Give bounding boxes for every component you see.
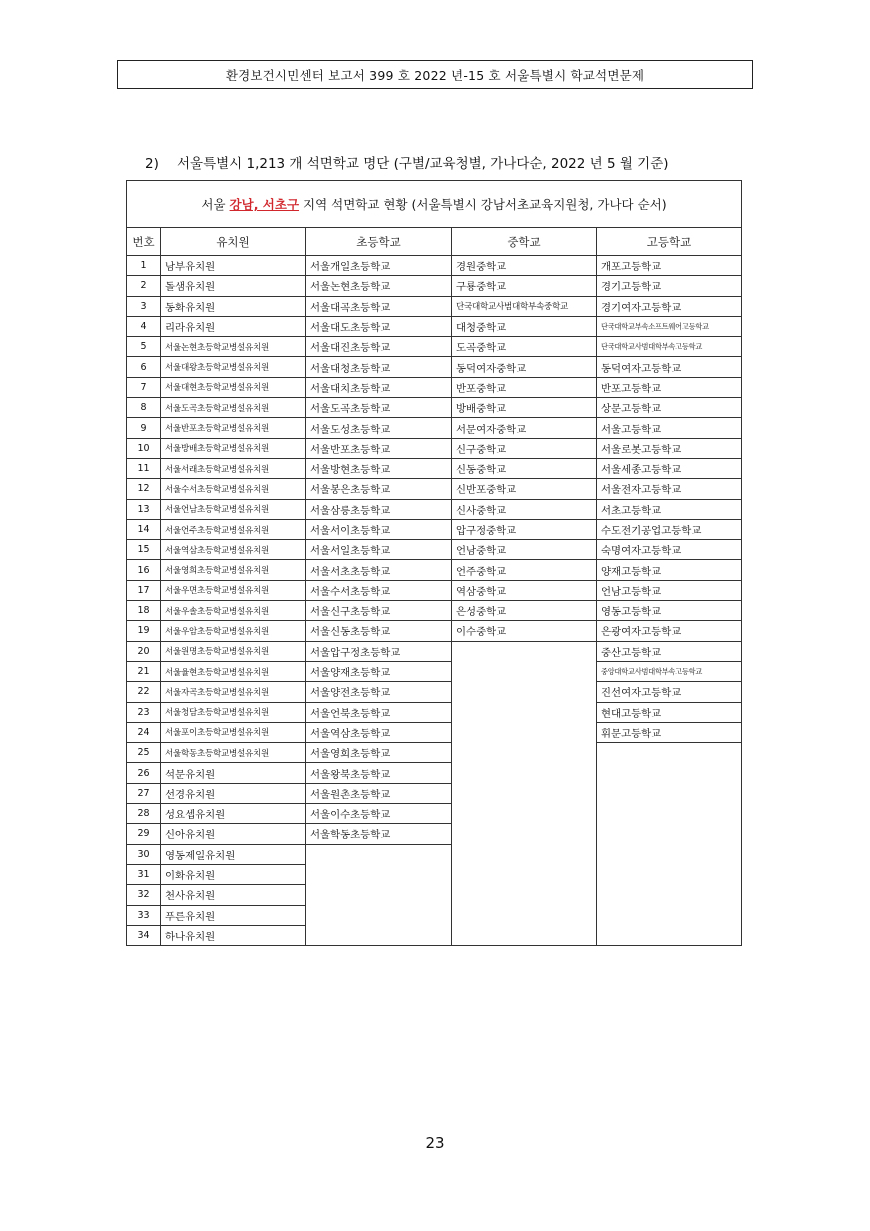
cell-elementary: 서울논현초등학교: [306, 276, 452, 296]
cell-elementary: 서울역삼초등학교: [306, 722, 452, 742]
row-number: 1: [127, 256, 161, 276]
row-number: 23: [127, 702, 161, 722]
cell-elementary: 서울양전초등학교: [306, 682, 452, 702]
cell-high: 은광여자고등학교: [597, 621, 742, 641]
table-row: [127, 621, 742, 641]
table-body: [127, 256, 742, 946]
cell-high: 서울고등학교: [597, 418, 742, 438]
cell-middle: 도곡중학교: [452, 337, 597, 357]
table-row: [127, 580, 742, 600]
header-kindergarten: 유치원: [161, 228, 306, 256]
report-header-text: 환경보건시민센터 보고서 399 호 2022 년-15 호 서울특별시 학교석면문제: [225, 67, 645, 83]
empty-cell-elementary: [306, 844, 452, 945]
cell-high: 서초고등학교: [597, 499, 742, 519]
table-row: [127, 458, 742, 478]
cell-high: 언남고등학교: [597, 580, 742, 600]
header-no: 번호: [127, 228, 161, 256]
cell-elementary: 서울대곡초등학교: [306, 296, 452, 316]
section-title-text: 서울특별시 1,213 개 석면학교 명단 (구별/교육청별, 가나다순, 2022 년 5 월 기준): [177, 156, 669, 172]
cell-middle: 반포중학교: [452, 377, 597, 397]
table-row: [127, 560, 742, 580]
cell-kindergarten: 서울원명초등학교병설유치원: [161, 641, 306, 661]
row-number: 27: [127, 783, 161, 803]
table-row: [127, 519, 742, 539]
table-row: [127, 682, 742, 702]
table-row: [127, 641, 742, 661]
row-number: 11: [127, 458, 161, 478]
cell-kindergarten: 석문유치원: [161, 763, 306, 783]
cell-kindergarten: 서울언남초등학교병설유치원: [161, 499, 306, 519]
cell-kindergarten: 서울도곡초등학교병설유치원: [161, 398, 306, 418]
cell-middle: 언주중학교: [452, 560, 597, 580]
cell-elementary: 서울언북초등학교: [306, 702, 452, 722]
cell-elementary: 서울봉은초등학교: [306, 479, 452, 499]
cell-kindergarten: 하나유치원: [161, 925, 306, 945]
row-number: 32: [127, 885, 161, 905]
cell-kindergarten: 서울대현초등학교병설유치원: [161, 377, 306, 397]
cell-kindergarten: 서울자곡초등학교병설유치원: [161, 682, 306, 702]
cell-kindergarten: 서울포이초등학교병설유치원: [161, 722, 306, 742]
row-number: 33: [127, 905, 161, 925]
cell-elementary: 서울양재초등학교: [306, 661, 452, 681]
cell-kindergarten: 신아유치원: [161, 824, 306, 844]
row-number: 20: [127, 641, 161, 661]
row-number: 5: [127, 337, 161, 357]
cell-kindergarten: 이화유치원: [161, 864, 306, 884]
cell-kindergarten: 푸른유치원: [161, 905, 306, 925]
cell-elementary: 서울영희초등학교: [306, 743, 452, 763]
row-number: 12: [127, 479, 161, 499]
cell-kindergarten: 서울학동초등학교병설유치원: [161, 743, 306, 763]
header-middle: 중학교: [452, 228, 597, 256]
cell-middle: 동덕여자중학교: [452, 357, 597, 377]
row-number: 19: [127, 621, 161, 641]
cell-middle: 서문여자중학교: [452, 418, 597, 438]
cell-elementary: 서울도성초등학교: [306, 418, 452, 438]
cell-elementary: 서울서초초등학교: [306, 560, 452, 580]
cell-high: 상문고등학교: [597, 398, 742, 418]
table-row: [127, 661, 742, 681]
row-number: 4: [127, 316, 161, 336]
cell-middle: 은성중학교: [452, 601, 597, 621]
cell-kindergarten: 서울우암초등학교병설유치원: [161, 621, 306, 641]
row-number: 17: [127, 580, 161, 600]
cell-elementary: 서울대도초등학교: [306, 316, 452, 336]
table-row: [127, 418, 742, 438]
cell-high: 현대고등학교: [597, 702, 742, 722]
table-header-row: [127, 228, 742, 256]
cell-middle: 이수중학교: [452, 621, 597, 641]
cell-high: 경기고등학교: [597, 276, 742, 296]
table-row: [127, 377, 742, 397]
row-number: 30: [127, 844, 161, 864]
caption-post: 지역 석면학교 현황 (서울특별시 강남서초교육지원청, 가나다 순서): [299, 197, 667, 212]
cell-elementary: 서울개일초등학교: [306, 256, 452, 276]
table-row: [127, 743, 742, 763]
cell-middle: 신동중학교: [452, 458, 597, 478]
cell-high: 단국대학교부속소프트웨어고등학교: [597, 316, 742, 336]
cell-middle: 대청중학교: [452, 316, 597, 336]
table-row: [127, 316, 742, 336]
cell-kindergarten: 서울언주초등학교병설유치원: [161, 519, 306, 539]
cell-high: 중산고등학교: [597, 641, 742, 661]
cell-kindergarten: 서울논현초등학교병설유치원: [161, 337, 306, 357]
row-number: 31: [127, 864, 161, 884]
cell-kindergarten: 리라유치원: [161, 316, 306, 336]
cell-kindergarten: 천사유치원: [161, 885, 306, 905]
cell-high: 숙명여자고등학교: [597, 540, 742, 560]
table-row: [127, 722, 742, 742]
cell-elementary: 서울왕북초등학교: [306, 763, 452, 783]
cell-elementary: 서울압구정초등학교: [306, 641, 452, 661]
cell-elementary: 서울신동초등학교: [306, 621, 452, 641]
row-number: 10: [127, 438, 161, 458]
cell-elementary: 서울신구초등학교: [306, 601, 452, 621]
cell-elementary: 서울학동초등학교: [306, 824, 452, 844]
cell-middle: 단국대학교사범대학부속중학교: [452, 296, 597, 316]
table-row: [127, 256, 742, 276]
table-row: [127, 479, 742, 499]
cell-kindergarten: 서울수서초등학교병설유치원: [161, 479, 306, 499]
table-caption: [127, 181, 742, 228]
cell-high: 서울로봇고등학교: [597, 438, 742, 458]
section-number: 2): [145, 156, 159, 172]
cell-kindergarten: 서울영희초등학교병설유치원: [161, 560, 306, 580]
cell-elementary: 서울원촌초등학교: [306, 783, 452, 803]
cell-elementary: 서울대진초등학교: [306, 337, 452, 357]
table-row: [127, 276, 742, 296]
cell-high: 경기여자고등학교: [597, 296, 742, 316]
cell-high: 개포고등학교: [597, 256, 742, 276]
cell-middle: 역삼중학교: [452, 580, 597, 600]
cell-middle: 신사중학교: [452, 499, 597, 519]
cell-kindergarten: 서울역삼초등학교병설유치원: [161, 540, 306, 560]
cell-elementary: 서울도곡초등학교: [306, 398, 452, 418]
row-number: 25: [127, 743, 161, 763]
cell-high: 영동고등학교: [597, 601, 742, 621]
cell-elementary: 서울방현초등학교: [306, 458, 452, 478]
cell-kindergarten: 동화유치원: [161, 296, 306, 316]
empty-cell-high: [597, 743, 742, 946]
table-row: [127, 296, 742, 316]
cell-high: 서울전자고등학교: [597, 479, 742, 499]
table-row: [127, 337, 742, 357]
cell-elementary: 서울삼릉초등학교: [306, 499, 452, 519]
cell-kindergarten: 서울반포초등학교병설유치원: [161, 418, 306, 438]
caption-pre: 서울: [201, 197, 230, 212]
row-number: 16: [127, 560, 161, 580]
row-number: 3: [127, 296, 161, 316]
header-elementary: 초등학교: [306, 228, 452, 256]
cell-kindergarten: 돌샘유치원: [161, 276, 306, 296]
row-number: 34: [127, 925, 161, 945]
report-header: [117, 60, 753, 89]
row-number: 24: [127, 722, 161, 742]
row-number: 28: [127, 804, 161, 824]
cell-elementary: 서울반포초등학교: [306, 438, 452, 458]
row-number: 22: [127, 682, 161, 702]
cell-elementary: 서울수서초등학교: [306, 580, 452, 600]
cell-middle: 경원중학교: [452, 256, 597, 276]
table-row: [127, 601, 742, 621]
cell-kindergarten: 서울청담초등학교병설유치원: [161, 702, 306, 722]
cell-middle: 구룡중학교: [452, 276, 597, 296]
cell-middle: 신반포중학교: [452, 479, 597, 499]
cell-elementary: 서울이수초등학교: [306, 804, 452, 824]
table-row: [127, 357, 742, 377]
row-number: 6: [127, 357, 161, 377]
row-number: 18: [127, 601, 161, 621]
cell-kindergarten: 성요셉유치원: [161, 804, 306, 824]
empty-cell-middle: [452, 641, 597, 945]
cell-middle: 방배중학교: [452, 398, 597, 418]
cell-high: 동덕여자고등학교: [597, 357, 742, 377]
table-row: [127, 438, 742, 458]
row-number: 14: [127, 519, 161, 539]
cell-middle: 신구중학교: [452, 438, 597, 458]
cell-kindergarten: 남부유치원: [161, 256, 306, 276]
cell-high: 반포고등학교: [597, 377, 742, 397]
cell-middle: 언남중학교: [452, 540, 597, 560]
section-title: [145, 152, 669, 172]
cell-kindergarten: 서울우면초등학교병설유치원: [161, 580, 306, 600]
header-high: 고등학교: [597, 228, 742, 256]
page-number: 23: [425, 1134, 445, 1152]
cell-high: 진선여자고등학교: [597, 682, 742, 702]
table-row: [127, 398, 742, 418]
cell-kindergarten: 서울율현초등학교병설유치원: [161, 661, 306, 681]
cell-kindergarten: 서울대왕초등학교병설유치원: [161, 357, 306, 377]
row-number: 2: [127, 276, 161, 296]
cell-high: 단국대학교사범대학부속고등학교: [597, 337, 742, 357]
caption-highlight: 강남, 서초구: [229, 197, 300, 212]
cell-middle: 압구정중학교: [452, 519, 597, 539]
row-number: 8: [127, 398, 161, 418]
row-number: 7: [127, 377, 161, 397]
cell-kindergarten: 서울방배초등학교병설유치원: [161, 438, 306, 458]
table-row: [127, 540, 742, 560]
row-number: 21: [127, 661, 161, 681]
table-row: [127, 702, 742, 722]
cell-high: 중앙대학교사범대학부속고등학교: [597, 661, 742, 681]
cell-kindergarten: 서울우솔초등학교병설유치원: [161, 601, 306, 621]
row-number: 29: [127, 824, 161, 844]
cell-kindergarten: 선경유치원: [161, 783, 306, 803]
table-caption-row: [127, 181, 742, 228]
school-table: [126, 180, 742, 946]
row-number: 15: [127, 540, 161, 560]
row-number: 26: [127, 763, 161, 783]
row-number: 13: [127, 499, 161, 519]
cell-elementary: 서울대치초등학교: [306, 377, 452, 397]
cell-high: 휘문고등학교: [597, 722, 742, 742]
cell-elementary: 서울대청초등학교: [306, 357, 452, 377]
cell-high: 양재고등학교: [597, 560, 742, 580]
row-number: 9: [127, 418, 161, 438]
table-row: [127, 499, 742, 519]
cell-high: 수도전기공업고등학교: [597, 519, 742, 539]
cell-kindergarten: 서울서래초등학교병설유치원: [161, 458, 306, 478]
cell-kindergarten: 영동제일유치원: [161, 844, 306, 864]
cell-high: 서울세종고등학교: [597, 458, 742, 478]
cell-elementary: 서울서일초등학교: [306, 540, 452, 560]
cell-elementary: 서울서이초등학교: [306, 519, 452, 539]
